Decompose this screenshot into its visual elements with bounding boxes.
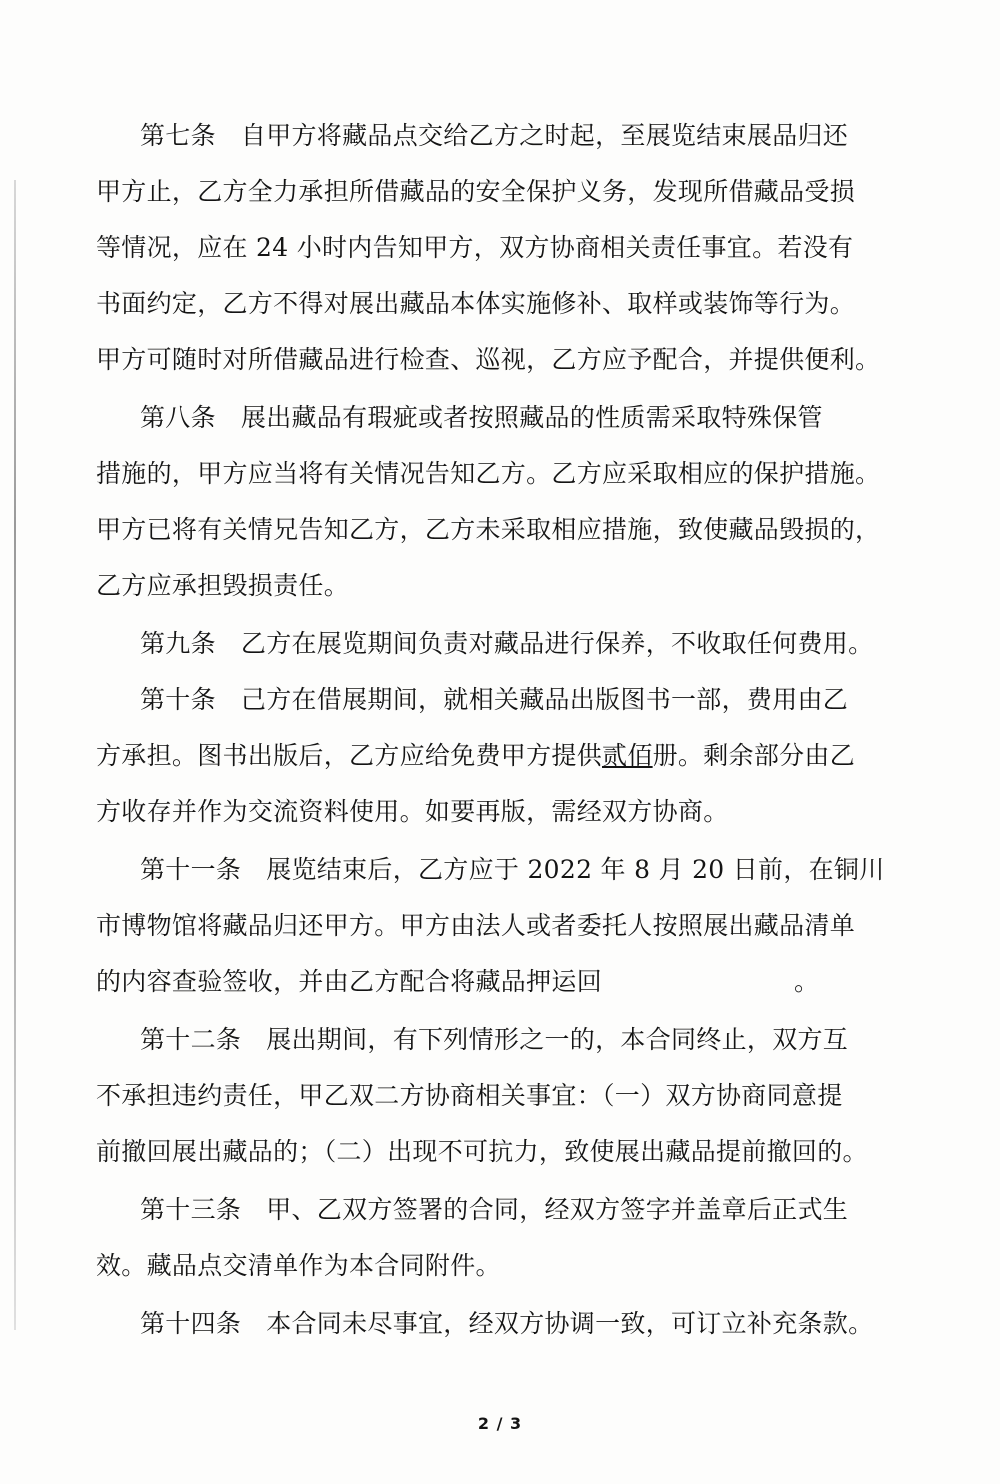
article-7-line-2: 甲方止，乙方全力承担所借藏品的安全保护义务，发现所借藏品受损: [96, 177, 856, 206]
article-13-title: 第十三条: [140, 1195, 242, 1224]
article-7-line-3: 等情况，应在 24 小时内告知甲方，双方协商相关责任事宜。若没有: [96, 233, 854, 262]
article-11-line-3: 的内容查验签收，并由乙方配合将藏品押运回 。: [96, 964, 846, 1000]
article-12-title: 第十二条: [140, 1025, 242, 1054]
article-8-line-4: 乙方应承担毁损责任。: [96, 571, 350, 600]
article-9-line-1: 第九条 乙方在展览期间负责对藏品进行保养，不收取任何费用。: [140, 629, 874, 658]
blank-fill-period: 。: [794, 967, 820, 996]
article-12-line-2: 不承担违约责任，甲乙双二方协商相关事宜：（一）双方协商同意提: [96, 1081, 843, 1110]
article-14-title: 第十四条: [140, 1309, 242, 1338]
article-11-line-2: 市博物馆将藏品归还甲方。甲方由法人或者委托人按照展出藏品清单: [96, 911, 856, 940]
article-8-line-1: 第八条 展出藏品有瑕疵或者按照藏品的性质需采取特殊保管: [140, 403, 823, 432]
article-12-line-1: 第十二条 展出期间，有下列情形之一的，本合同终止，双方互: [140, 1025, 849, 1054]
underlined-quantity: 贰佰: [602, 741, 653, 770]
article-10-line-3: 方收存并作为交流资料使用。如要再版，需经双方协商。: [96, 797, 729, 826]
page-number: 2 / 3: [477, 1414, 523, 1433]
article-7-title: 第七条: [140, 121, 216, 150]
article-9-title: 第九条: [140, 629, 216, 658]
article-10-line-2: 方承担。图书出版后，乙方应给免费甲方提供贰佰册。剩余部分由乙: [96, 741, 856, 770]
article-13-line-1: 第十三条 甲、乙双方签署的合同，经双方签字并盖章后正式生: [140, 1195, 849, 1224]
article-7-line-1: 第七条 自甲方将藏品点交给乙方之时起，至展览结束展品归还: [140, 121, 849, 150]
article-8-title: 第八条: [140, 403, 216, 432]
article-11-line-1: 第十一条 展览结束后，乙方应于 2022 年 8 月 20 日前，在铜川: [140, 855, 885, 884]
article-12-line-3: 前撤回展出藏品的；（二）出现不可抗力，致使展出藏品提前撤回的。: [96, 1137, 868, 1166]
article-7-line-4: 书面约定，乙方不得对展出藏品本体实施修补、取样或装饰等行为。: [96, 289, 856, 318]
article-13-line-2: 效。藏品点交清单作为本合同附件。: [96, 1251, 501, 1280]
article-7-line-5: 甲方可随时对所借藏品进行检查、巡视，乙方应予配合，并提供便利。: [96, 345, 881, 374]
article-11-title: 第十一条: [140, 855, 242, 884]
article-14-line-1: 第十四条 本合同未尽事宜，经双方协调一致，可订立补充条款。: [140, 1309, 874, 1338]
article-8-line-2: 措施的，甲方应当将有关情况告知乙方。乙方应采取相应的保护措施。: [96, 459, 881, 488]
article-8-line-3: 甲方已将有关情兄告知乙方，乙方未采取相应措施，致使藏品毁损的，: [96, 515, 881, 544]
article-10-line-1: 第十条 己方在借展期间，就相关藏品出版图书一部，费用由乙: [140, 685, 849, 714]
article-10-title: 第十条: [140, 685, 216, 714]
